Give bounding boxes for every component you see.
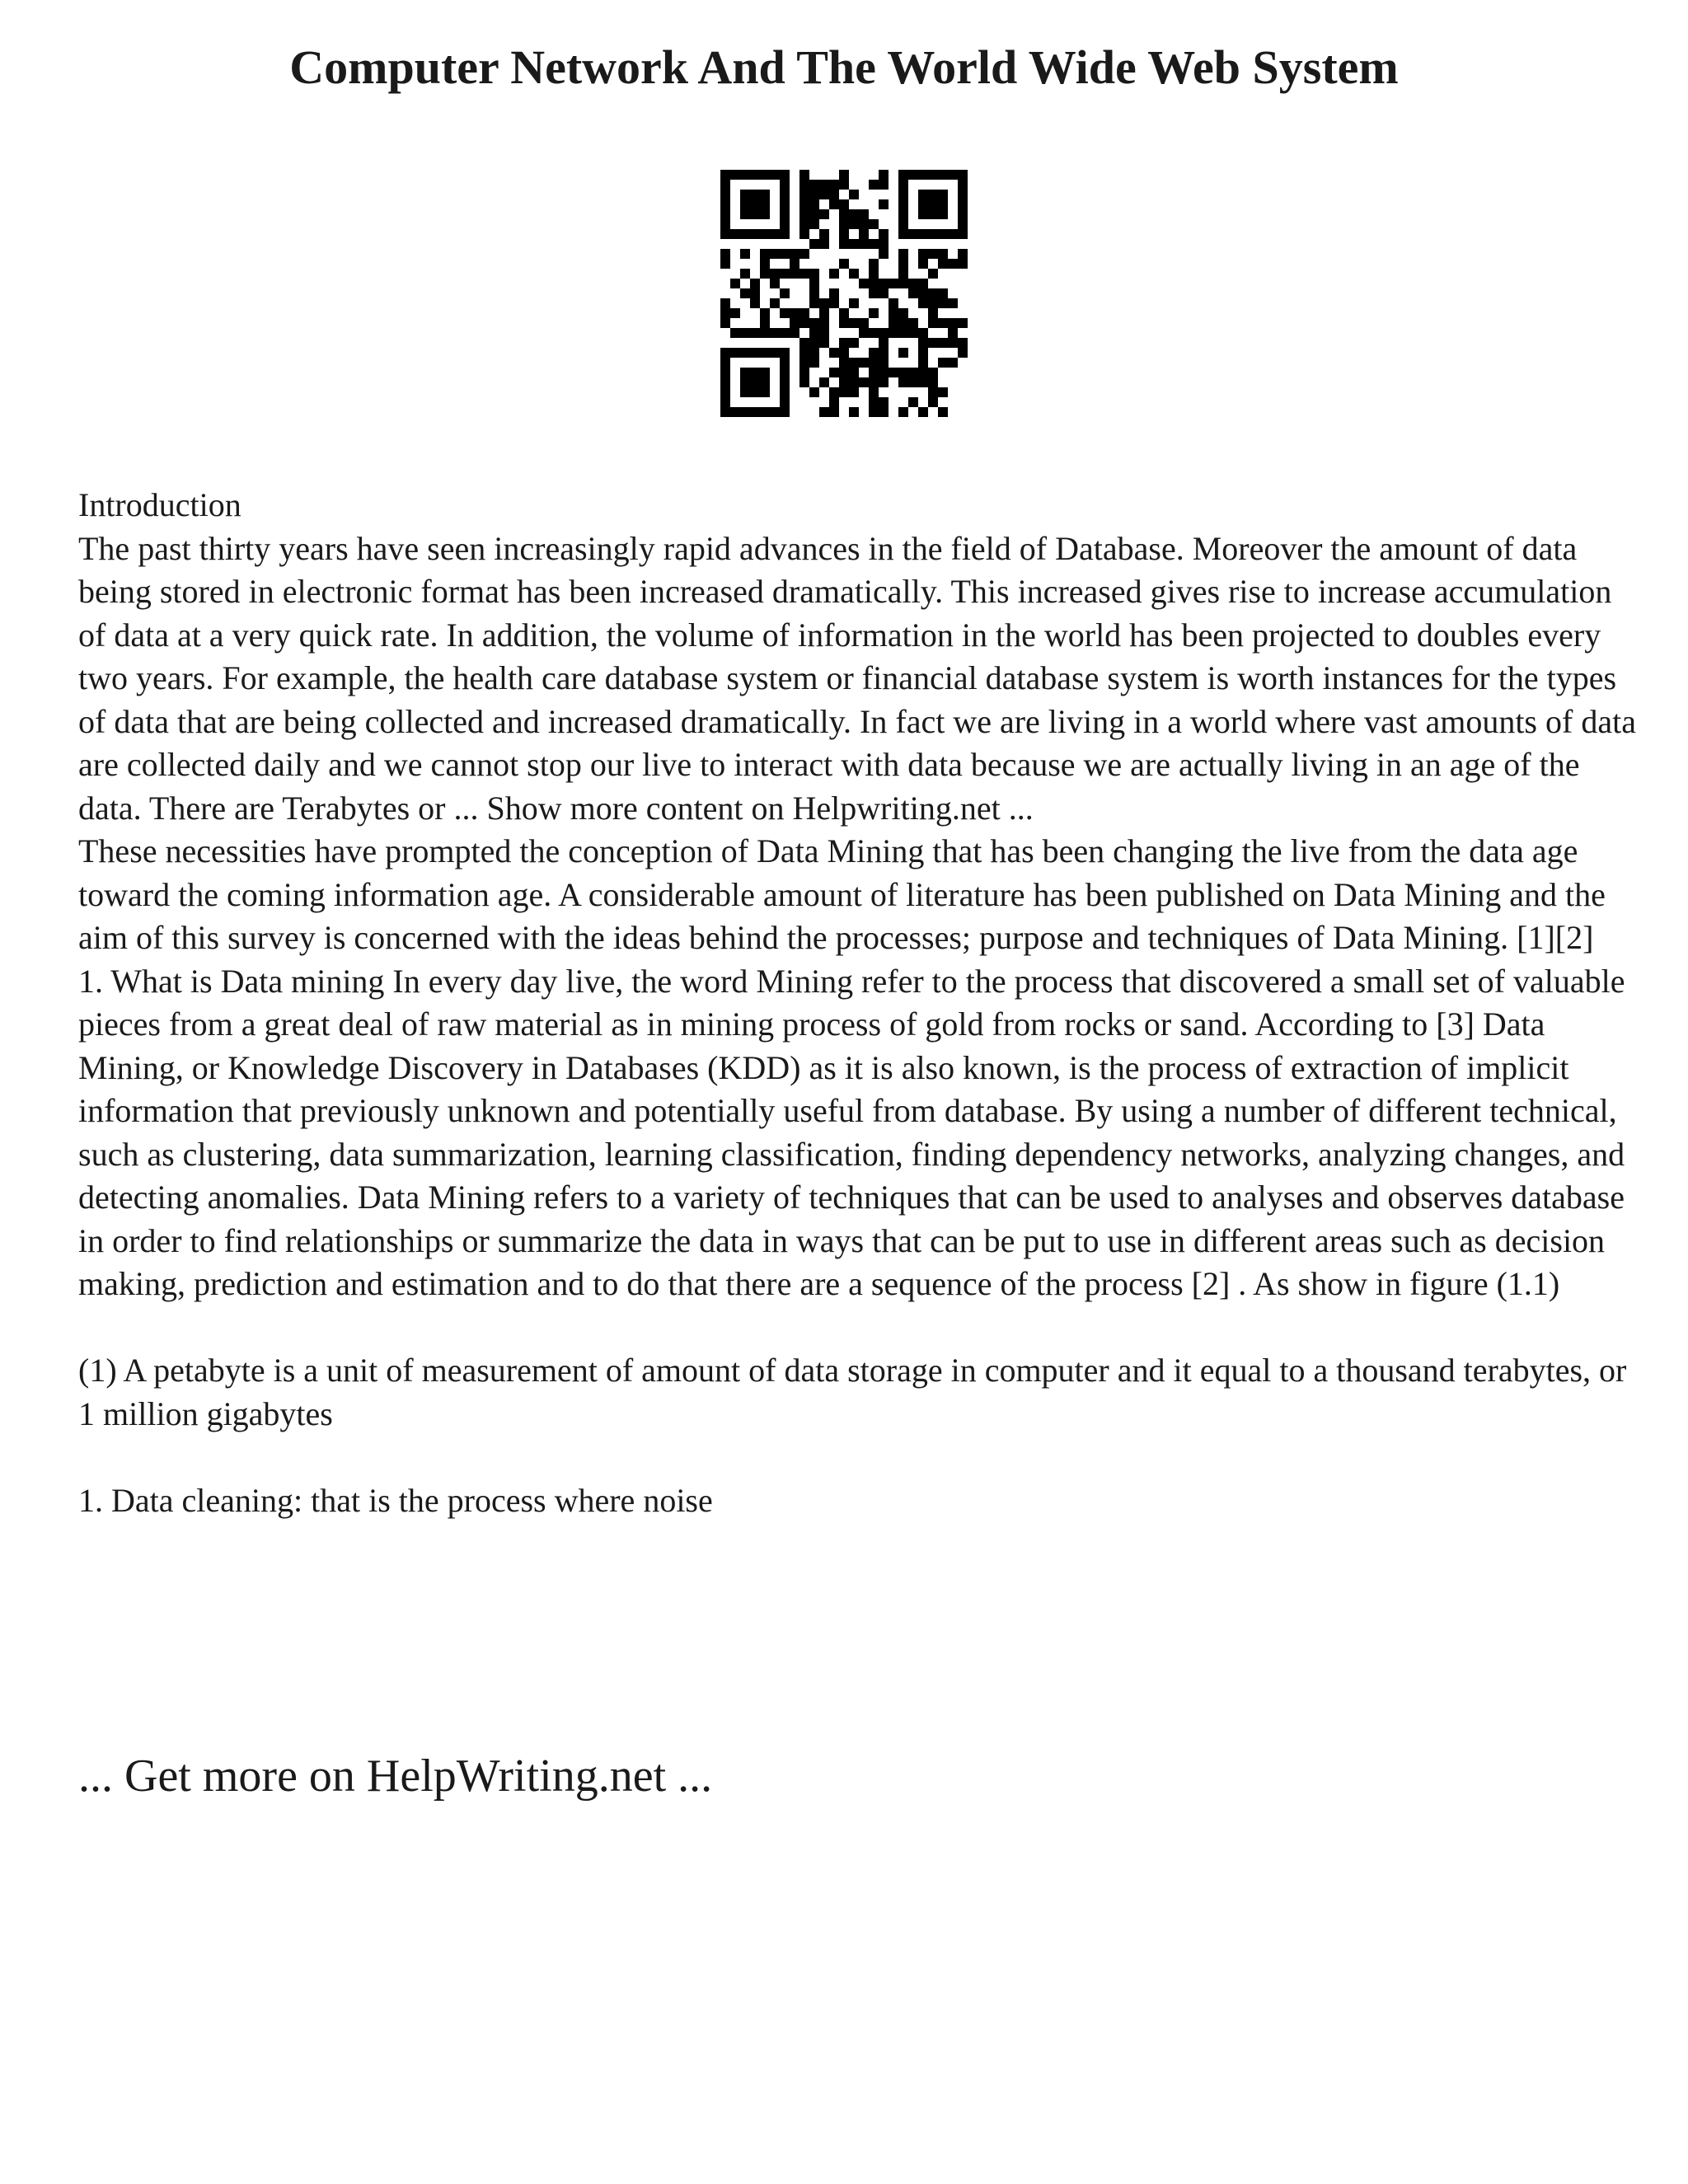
spacer bbox=[78, 1306, 1644, 1350]
list-item: 1. Data cleaning: that is the process where noise bbox=[78, 1481, 713, 1519]
get-more-link[interactable]: ... Get more on HelpWriting.net ... bbox=[78, 1750, 713, 1802]
paragraph-what-is-data-mining: 1. What is Data mining In every day live, the word Mining refer to the process that discovered a small set of valuable pieces from a great deal of raw material as in mining process of gold from rocks or sand. According to [3] Data Mining, or Knowledge Discovery in Databases (KDD) as it is also known, is the process of extraction of implicit information that previously unknown and potentially useful from database. By using a number of different technical, such as clustering, data summarization, learning classification, finding dependency networks, analyzing changes, and detecting anomalies. Data Mining refers to a variety of techniques that can be used to analyses and observes database in order to find relationships or summarize the data in ways that can be put to use in different areas such as decision making, prediction and estimation and to do that there are a sequence of the process [2] . As show in figure (1.1) bbox=[78, 962, 1625, 1302]
document-body bbox=[78, 484, 1644, 1522]
document-title: Computer Network And The World Wide Web System bbox=[289, 40, 1399, 94]
spacer bbox=[78, 1436, 1644, 1479]
paragraph-intro: The past thirty years have seen increasingly rapid advances in the field of Database. Moreover the amount of data being stored in electronic format has been increased dramatically. This increased gives rise to increase accumulation of data at a very quick rate. In addition, the volume of information in the world has been projected to doubles every two years. For example, the health care database system or financial database system is worth instances for the types of data that are being collected and increased dramatically. In fact we are living in a world where vast amounts of data are collected daily and we cannot stop our live to interact with data because we are actually living in an age of the data. There are Terabytes or ... Show more content on Helpwriting.net ... bbox=[78, 529, 1636, 827]
qr-code-icon bbox=[720, 170, 968, 417]
section-heading-introduction: Introduction bbox=[78, 486, 241, 523]
paragraph-data-mining-conception: These necessities have prompted the conception of Data Mining that has been changing the live from the data age toward the coming information age. A considerable amount of literature has been published on Data Mining and the aim of this survey is concerned with the ideas behind the processes; purpose and techniques of Data Mining. [1][2] bbox=[78, 832, 1606, 956]
footnote: (1) A petabyte is a unit of measurement of amount of data storage in computer and it equal to a thousand terabytes, or 1 million gigabytes bbox=[78, 1352, 1627, 1432]
